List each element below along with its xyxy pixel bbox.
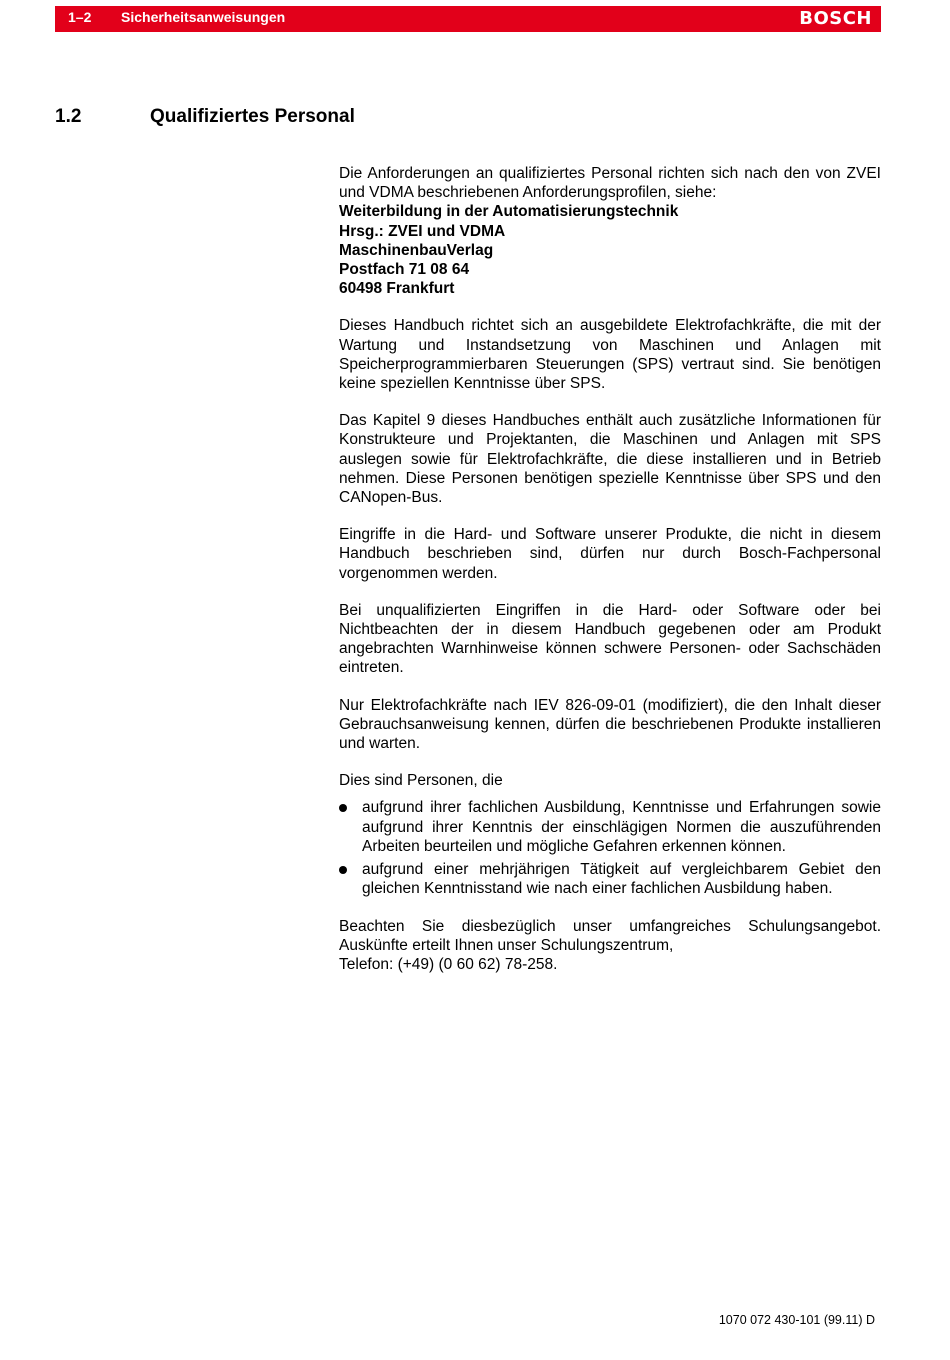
paragraph: Bei unqualifizierten Eingriffen in die Hard- oder Software oder bei Nichtbeachten der in diesem Handbuch gegebenen oder am Produkt angebrachten Warnhinweise können schwere Personen- oder Sachschäden eintreten. — [339, 601, 881, 677]
paragraph: Eingriffe in die Hard- und Software unserer Produkte, die nicht in diesem Handbuch beschrieben sind, dürfen nur durch Bosch-Fachpersonal vorgenommen werden. — [339, 526, 881, 582]
paragraph: Das Kapitel 9 dieses Handbuches enthält auch zusätzliche Informationen für Konstrukteure und Projektanten, die Maschinen und Anlagen mit SPS auslegen sowie für Elektrofachkräfte, die diese installieren und in Betrieb nehmen. Diese Personen benötigen spezielle Kenntnisse über SPS und den CANopen-Bus. — [339, 412, 881, 507]
header-bar — [55, 6, 881, 32]
section-number: 1.2 — [55, 106, 82, 127]
persons-list — [339, 798, 881, 898]
reference-line: Postfach 71 08 64 — [339, 261, 470, 279]
document-code: 1070 072 430-101 (99.11) D — [718, 1313, 875, 1327]
paragraph: Nur Elektrofachkräfte nach IEV 826-09-01 (modifiziert), die den Inhalt dieser Gebrauchsanweisung kennen, dürfen die beschriebenen Produkte installieren und warten. — [339, 696, 881, 753]
chapter-title: Sicherheitsanweisungen — [121, 9, 286, 25]
list-item-text: aufgrund einer mehrjährigen Tätigkeit auf vergleichbarem Gebiet den gleichen Kenntnisstand wie nach einer fachlichen Ausbildung haben. — [362, 861, 881, 898]
closing-text: Beachten Sie diesbezüglich unser umfangreiches Schulungsangebot. Auskünfte erteilt Ihnen unser Schulungszentrum, — [339, 917, 881, 954]
phone-number: Telefon: (+49) (0 60 62) 78-258. — [339, 955, 558, 973]
list-item — [339, 798, 881, 856]
reference-line: 60498 Frankfurt — [339, 280, 455, 298]
persons-intro: Dies sind Personen, die — [339, 772, 503, 790]
bullet-icon — [339, 866, 347, 874]
body-content — [339, 164, 881, 992]
reference-line: Hrsg.: ZVEI und VDMA — [339, 222, 506, 240]
bosch-logo: BOSCH — [799, 8, 872, 29]
reference-line: MaschinenbauVerlag — [339, 241, 494, 259]
section-title: Qualifiziertes Personal — [150, 106, 355, 127]
bullet-icon — [339, 804, 347, 812]
closing-paragraph — [339, 917, 881, 975]
intro-paragraph — [339, 164, 881, 298]
reference-line: Weiterbildung in der Automatisierungstechnik — [339, 203, 679, 221]
intro-text: Die Anforderungen an qualifiziertes Personal richten sich nach den von ZVEI und VDMA beschriebenen Anforderungsprofilen, siehe: — [339, 165, 881, 202]
list-item-text: aufgrund ihrer fachlichen Ausbildung, Kenntnisse und Erfahrungen sowie aufgrund ihrer Kenntnis der einschlägigen Normen die auszuführenden Arbeiten beurteilen und mögliche Gefahren erkennen können. — [362, 799, 881, 855]
page-number: 1–2 — [68, 9, 92, 25]
paragraph: Dieses Handbuch richtet sich an ausgebildete Elektrofachkräfte, die mit der Wartung und Instandsetzung von Maschinen und Anlagen mit Speicherprogrammierbaren Steuerungen (SPS) vertraut sind. Sie benötigen keine speziellen Kenntnisse über SPS. — [339, 317, 881, 393]
list-item — [339, 860, 881, 898]
